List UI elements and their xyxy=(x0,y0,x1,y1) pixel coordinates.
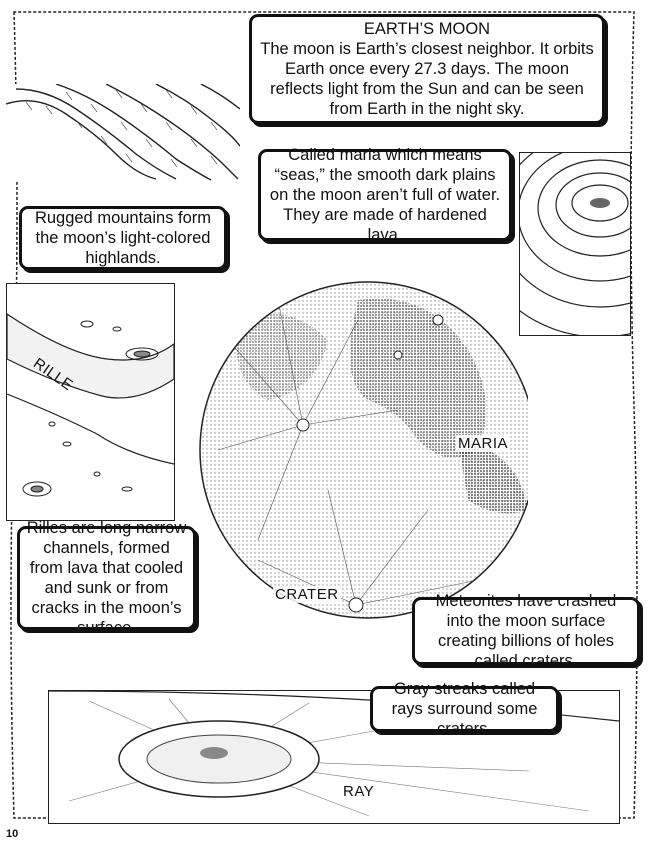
rille-illustration xyxy=(6,283,175,521)
crater-label: CRATER xyxy=(275,586,339,603)
rille-label: RILLE xyxy=(30,354,77,395)
maria-label: MARIA xyxy=(458,435,509,452)
page-number: 10 xyxy=(6,828,19,840)
highlands-box xyxy=(19,206,227,270)
maria-box xyxy=(258,146,512,244)
intro-text: The moon is Earth’s closest neighbor. It orbits Earth once every 27.3 days. The moon reflects light from the Sun and can be seen from Earth in the night sky. xyxy=(260,40,594,118)
maria-text: Called maria which means “seas,” the smooth dark plains on the moon aren’t full of water. They are made of hardened lava. xyxy=(269,146,501,244)
intro-box xyxy=(249,14,605,124)
rilles-text: Rilles are long narrow channels, formed from lava that cooled and sunk or from cracks in the moon’s surface. xyxy=(26,519,187,637)
rays-text: Gray streaks called rays surround some craters. xyxy=(391,680,538,738)
rays-box xyxy=(370,680,559,738)
ray-label: RAY xyxy=(343,783,375,800)
craters-text: Meteorites have crashed into the moon surface creating billions of holes called craters. xyxy=(435,592,617,670)
crater-closeup-illustration xyxy=(519,152,631,336)
craters-box xyxy=(412,592,640,670)
page-title: EARTH’S MOON xyxy=(363,20,491,38)
highlands-text: Rugged mountains form the moon’s light-colored highlands. xyxy=(34,209,212,267)
rilles-box xyxy=(17,519,196,637)
highlands-illustration xyxy=(6,84,240,182)
